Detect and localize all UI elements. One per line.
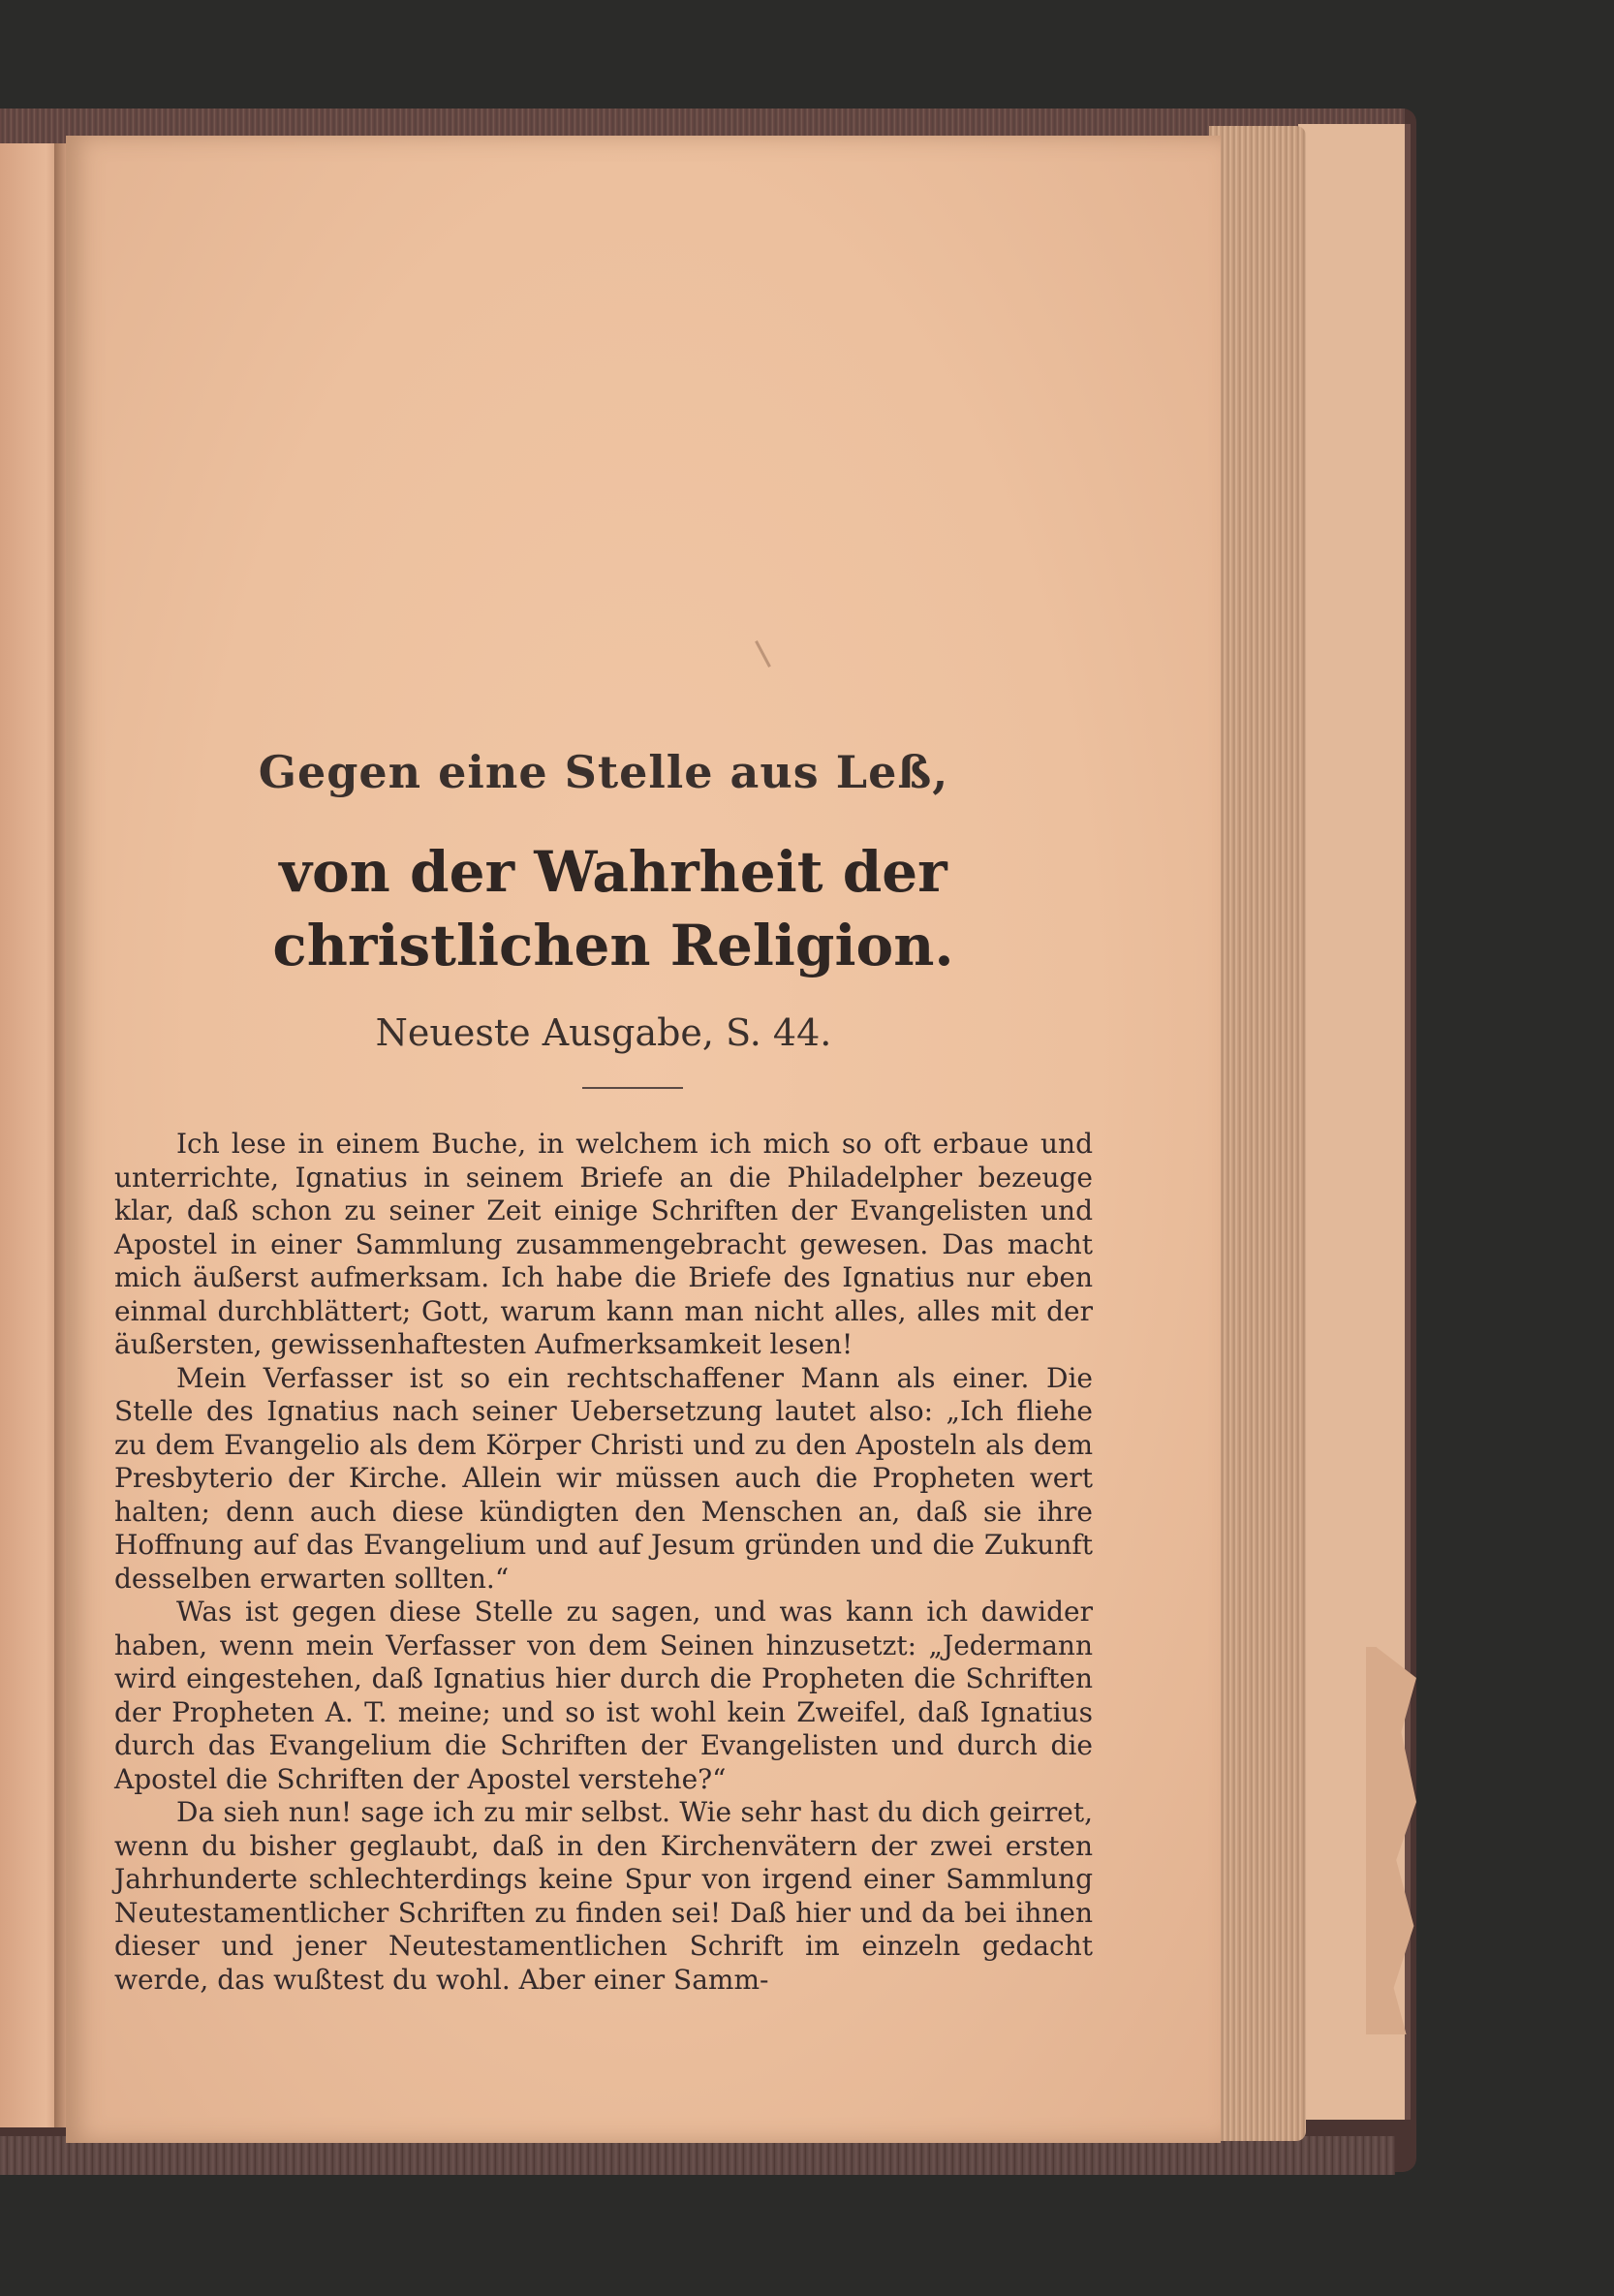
page-heading: von der Wahrheit der christlichen Religion.	[272, 839, 954, 978]
page-title: Gegen eine Stelle aus Leß,	[258, 746, 949, 798]
paragraph: Mein Verfasser ist so ein rechtschaffener Mann als einer. Die Stelle des Ignatius nach seiner Uebersetzung lautet also: „Ich fliehe zu dem Evangelio als dem Körper Christi und zu den Aposteln als dem Presbyterio der Kirche. Allein wir müssen auch die Propheten wert halten; denn auch diese kündigten den Menschen an, daß sie ihre Hoffnung auf das Evangelium und auf Jesum gründen und die Zukunft desselben erwarten sollten.“	[114, 1361, 1093, 1595]
page-subtitle: Neueste Ausgabe, S. 44.	[375, 1011, 832, 1054]
body-text	[114, 1128, 1093, 1997]
paragraph: Ich lese in einem Buche, in welchem ich mich so oft erbaue und unterrichte, Ignatius in seinem Briefe an die Philadelpher bezeuge klar, daß schon zu seiner Zeit einige Schriften der Evangelisten und Apostel in einer Sammlung zusammengebracht gewesen. Das macht mich äußerst aufmerksam. Ich habe die Briefe des Ignatius nur eben einmal durchblättert; Gott, warum kann man nicht alles, alles mit der äußersten, gewissenhaftesten Aufmerksamkeit lesen!	[114, 1128, 1093, 1360]
paragraph: Da sieh nun! sage ich zu mir selbst. Wie sehr hast du dich geirret, wenn du bisher geglaubt, daß in den Kirchenvätern der zwei ersten Jahrhunderte schlechterdings keine Spur von irgend einer Sammlung Neutestamentlicher Schriften zu finden sei! Daß hier und da bei ihnen dieser und jener Neutestamentlichen Schrift im einzeln gedacht werde, das wußtest du wohl. Aber einer Samm-	[114, 1796, 1093, 1996]
page-block-edges	[1209, 126, 1306, 2141]
page-content	[114, 601, 1093, 1997]
paragraph: Was ist gegen diese Stelle zu sagen, und was kann ich dawider haben, wenn mein Verfasser von dem Seinen hinzusetzt: „Jedermann wird eingestehen, daß Ignatius hier durch die Propheten die Schriften der Propheten A. T. meine; und so ist wohl kein Zweifel, daß Ignatius durch das Evangelium die Schriften der Evangelisten und durch die Apostel die Schriften der Apostel verstehe?“	[114, 1596, 1093, 1795]
divider	[582, 1087, 683, 1089]
book-page	[66, 136, 1221, 2143]
